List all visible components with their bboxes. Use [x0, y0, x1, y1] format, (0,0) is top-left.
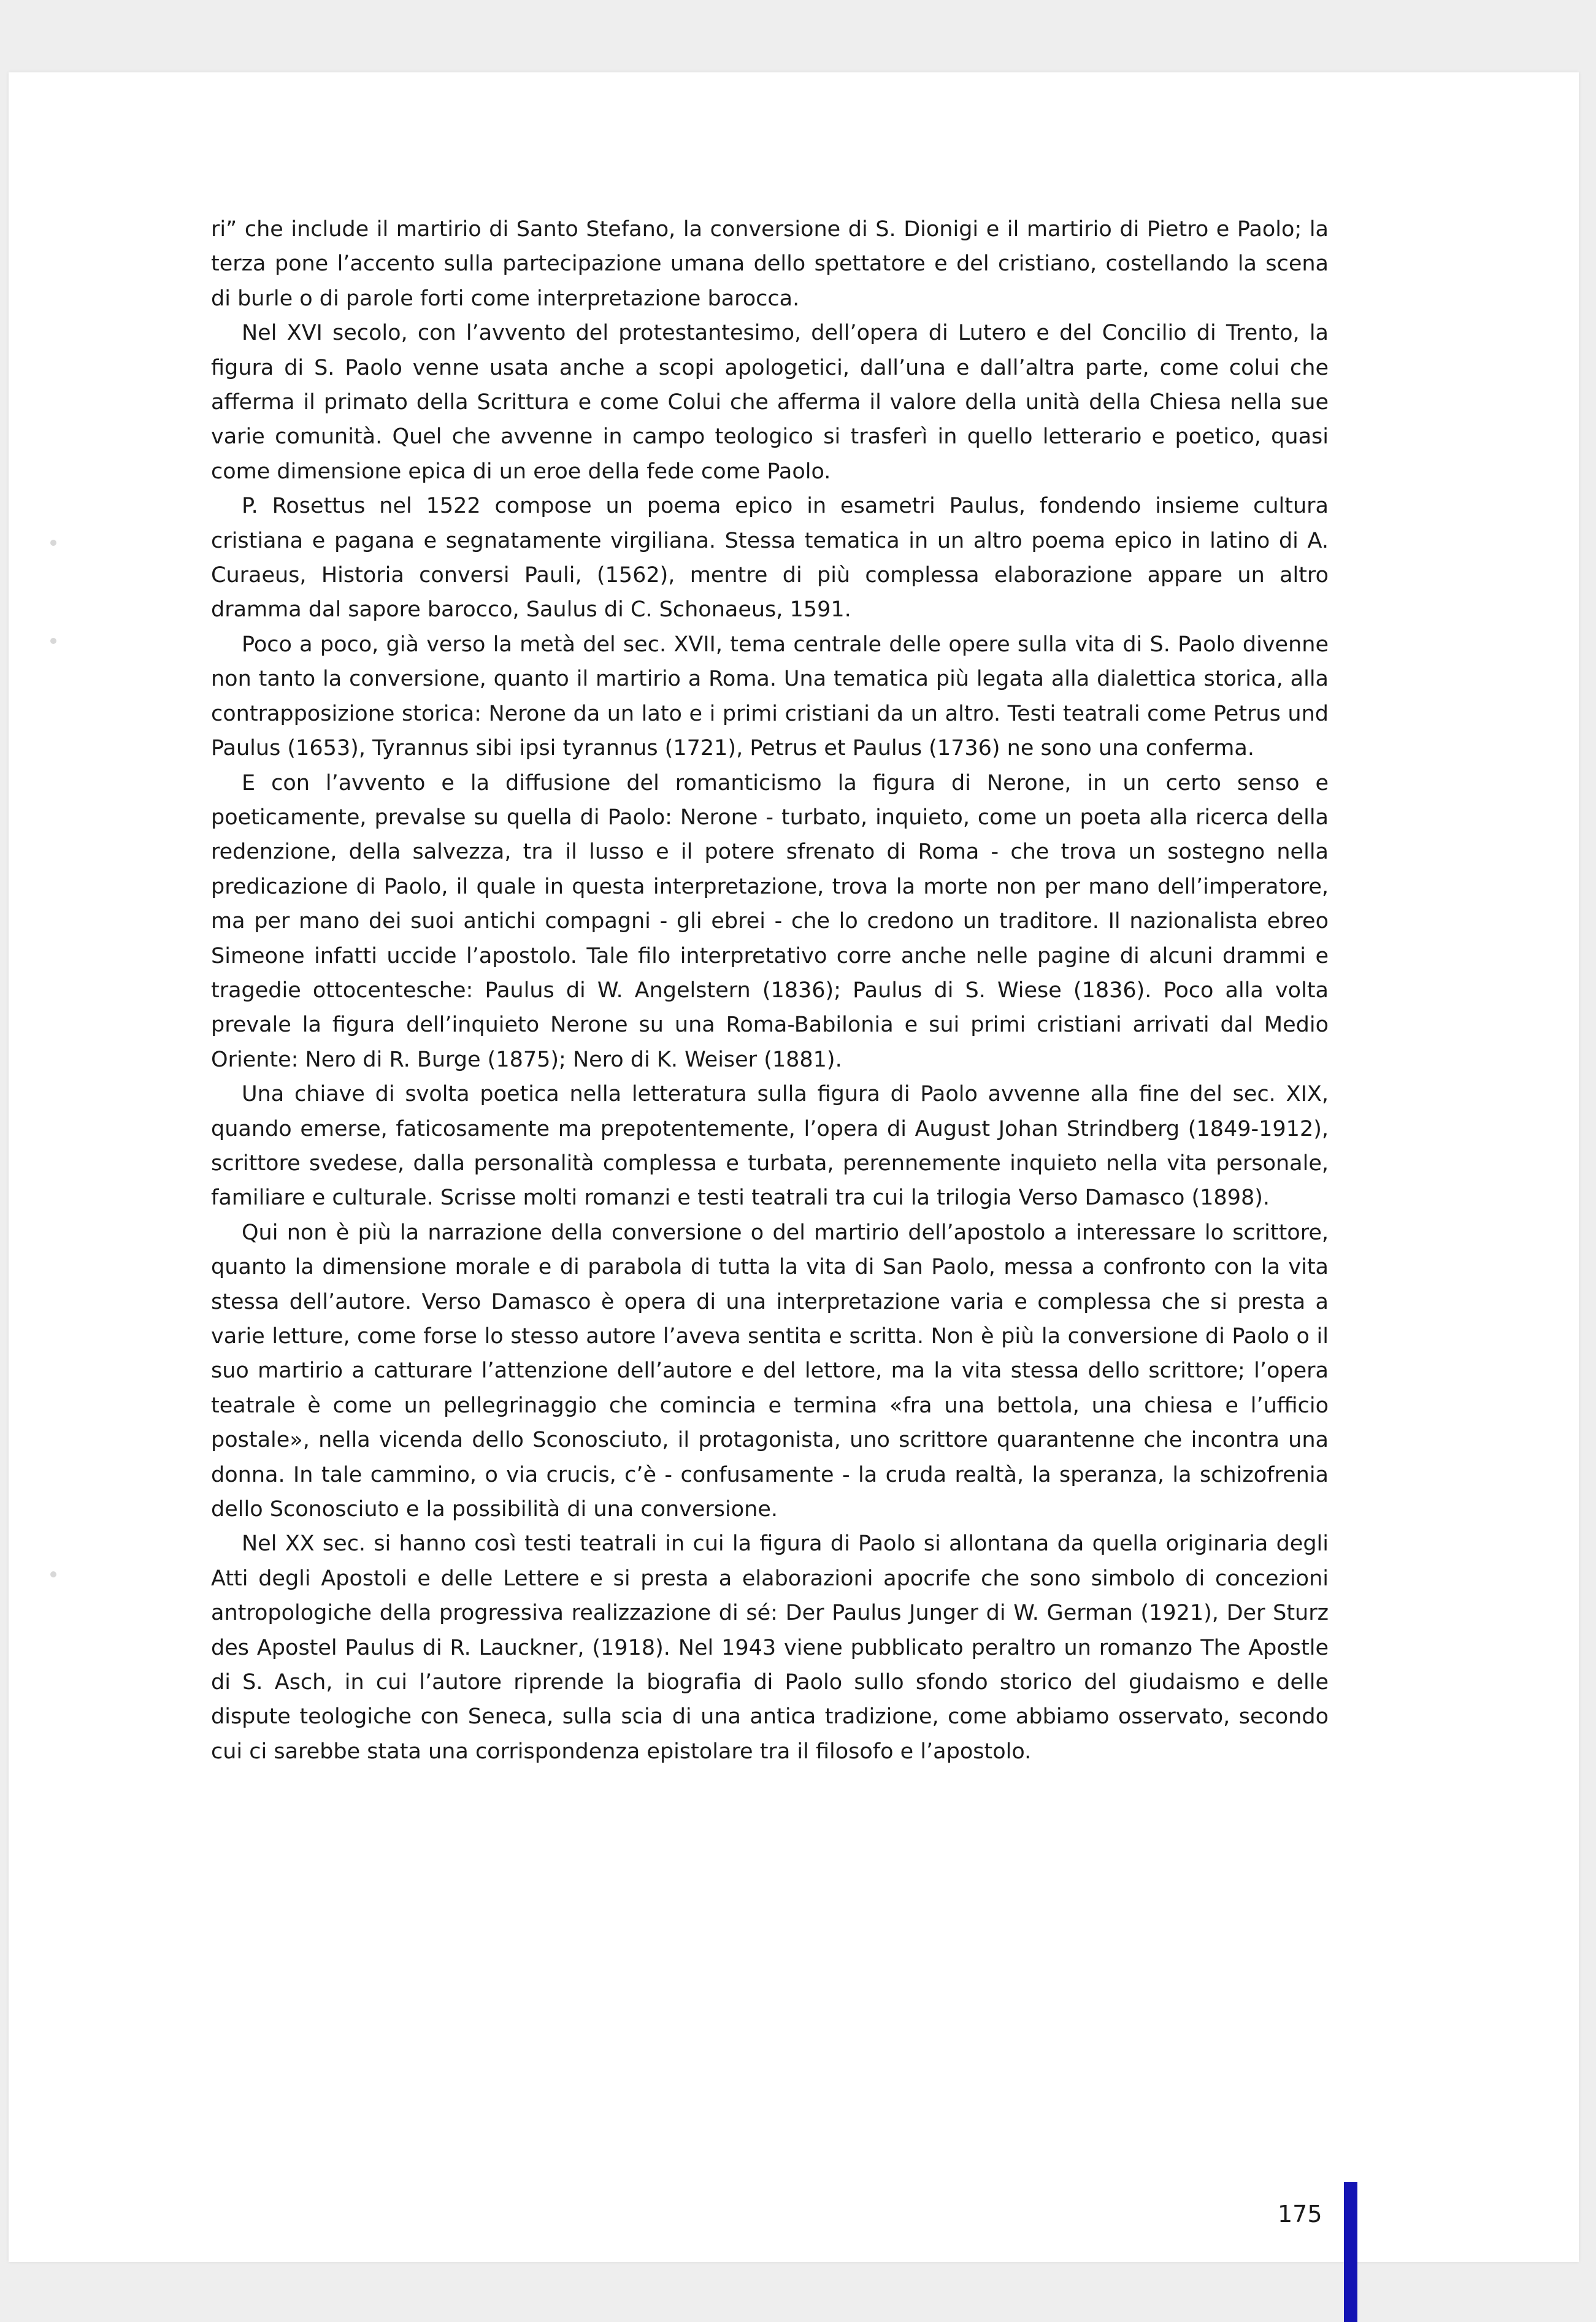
body-text: [211, 212, 1329, 1769]
paragraph: Nel XX sec. si hanno così testi teatrali in cui la figura di Paolo si allontana da quella originaria degli Atti degli Apostoli e delle Lettere e si presta a elaborazioni apocrife che sono simbolo di concezioni antropologiche della progressiva realizzazione di sé: Der Paulus Junger di W. German (1921), Der Sturz des Apostel Paulus di R. Lauckner, (1918). Nel 1943 viene pubblicato peraltro un romanzo The Apostle di S. Asch, in cui l’autore riprende la biografia di Paolo sullo sfondo storico del giudaismo e delle dispute teologiche con Seneca, sulla scia di una antica tradizione, come abbiamo osservato, secondo cui ci sarebbe stata una corrispondenza epistolare tra il filosofo e l’apostolo.: [211, 1531, 1329, 1764]
book-page: [9, 72, 1579, 2262]
paragraph: ri” che include il martirio di Santo Stefano, la conversione di S. Dionigi e il martirio di Pietro e Paolo; la terza pone l’accento sulla partecipazione umana dello spettatore e del cristiano, costellando la scena di burle o di parole forti come interpretazione barocca.: [211, 217, 1329, 311]
paragraph: Poco a poco, già verso la metà del sec. XVII, tema centrale delle opere sulla vita di S. Paolo divenne non tanto la conversione, quanto il martirio a Roma. Una tematica più legata alla dialettica storica, alla contrapposizione storica: Nerone da un lato e i primi cristiani da un altro. Testi teatrali come Petrus und Paulus (1653), Tyrannus sibi ipsi tyrannus (1721), Petrus et Paulus (1736) ne sono una conferma.: [211, 632, 1329, 761]
binding-hole: [50, 638, 56, 644]
paragraph: E con l’avvento e la diffusione del romanticismo la figura di Nerone, in un certo senso e poeticamente, prevalse su quella di Paolo: Nerone - turbato, inquieto, come un poeta alla ricerca della redenzione, della salvezza, tra il lusso e il potere sfrenato di Roma - che trova un sostegno nella predicazione di Paolo, il quale in questa interpretazione, trova la morte non per mano dell’imperatore, ma per mano dei suoi antichi compagni - gli ebrei - che lo credono un traditore. Il nazionalista ebreo Simeone infatti uccide l’apostolo. Tale filo interpretativo corre anche nelle pagine di alcuni drammi e tragedie ottocentesche: Paulus di W. Angelstern (1836); Paulus di S. Wiese (1836). Poco alla volta prevale la figura dell’inquieto Nerone su una Roma-Babilonia e sui primi cristiani arrivati dal Medio Oriente: Nero di R. Burge (1875); Nero di K. Weiser (1881).: [211, 770, 1329, 1072]
paragraph: Qui non è più la narrazione della conversione o del martirio dell’apostolo a interessare lo scrittore, quanto la dimensione morale e di parabola di tutta la vita di San Paolo, messa a confronto con la vita stessa dell’autore. Verso Damasco è opera di una interpretazione varia e complessa che si presta a varie letture, come forse lo stesso autore l’aveva sentita e scritta. Non è più la conversione di Paolo o il suo martirio a catturare l’attenzione dell’autore e del lettore, ma la vita stessa dello scrittore; l’opera teatrale è come un pellegrinaggio che comincia e termina «fra una bettola, una chiesa e l’ufficio postale», nella vicenda dello Sconosciuto, il protagonista, uno scrittore quarantenne che incontra una donna. In tale cammino, o via crucis, c’è - confusamente - la cruda realtà, la speranza, la schizofrenia dello Sconosciuto e la possibilità di una conversione.: [211, 1220, 1329, 1522]
paragraph: Una chiave di svolta poetica nella letteratura sulla figura di Paolo avvenne alla fine del sec. XIX, quando emerse, faticosamente ma prepotentemente, l’opera di August Johan Strindberg (1849-1912), scrittore svedese, dalla personalità complessa e turbata, perennemente inquieto nella vita personale, familiare e culturale. Scrisse molti romanzi e testi teatrali tra cui la trilogia Verso Damasco (1898).: [211, 1082, 1329, 1211]
binding-hole: [50, 540, 56, 546]
chapter-edge-marker: [1344, 2182, 1357, 2322]
paragraph: Nel XVI secolo, con l’avvento del protestantesimo, dell’opera di Lutero e del Concilio di Trento, la figura di S. Paolo venne usata anche a scopi apologetici, dall’una e dall’altra parte, come colui che afferma il primato della Scrittura e come Colui che afferma il valore della unità della Chiesa nella sue varie comunità. Quel che avvenne in campo teologico si trasferì in quello letterario e poetico, quasi come dimensione epica di un eroe della fede come Paolo.: [211, 321, 1329, 484]
binding-hole: [50, 1571, 56, 1577]
paragraph: P. Rosettus nel 1522 compose un poema epico in esametri Paulus, fondendo insieme cultura cristiana e pagana e segnatamente virgiliana. Stessa tematica in un altro poema epico in latino di A. Curaeus, Historia conversi Pauli, (1562), mentre di più complessa elaborazione appare un altro dramma dal sapore barocco, Saulus di C. Schonaeus, 1591.: [211, 494, 1329, 623]
page-number: 175: [1278, 2201, 1322, 2228]
